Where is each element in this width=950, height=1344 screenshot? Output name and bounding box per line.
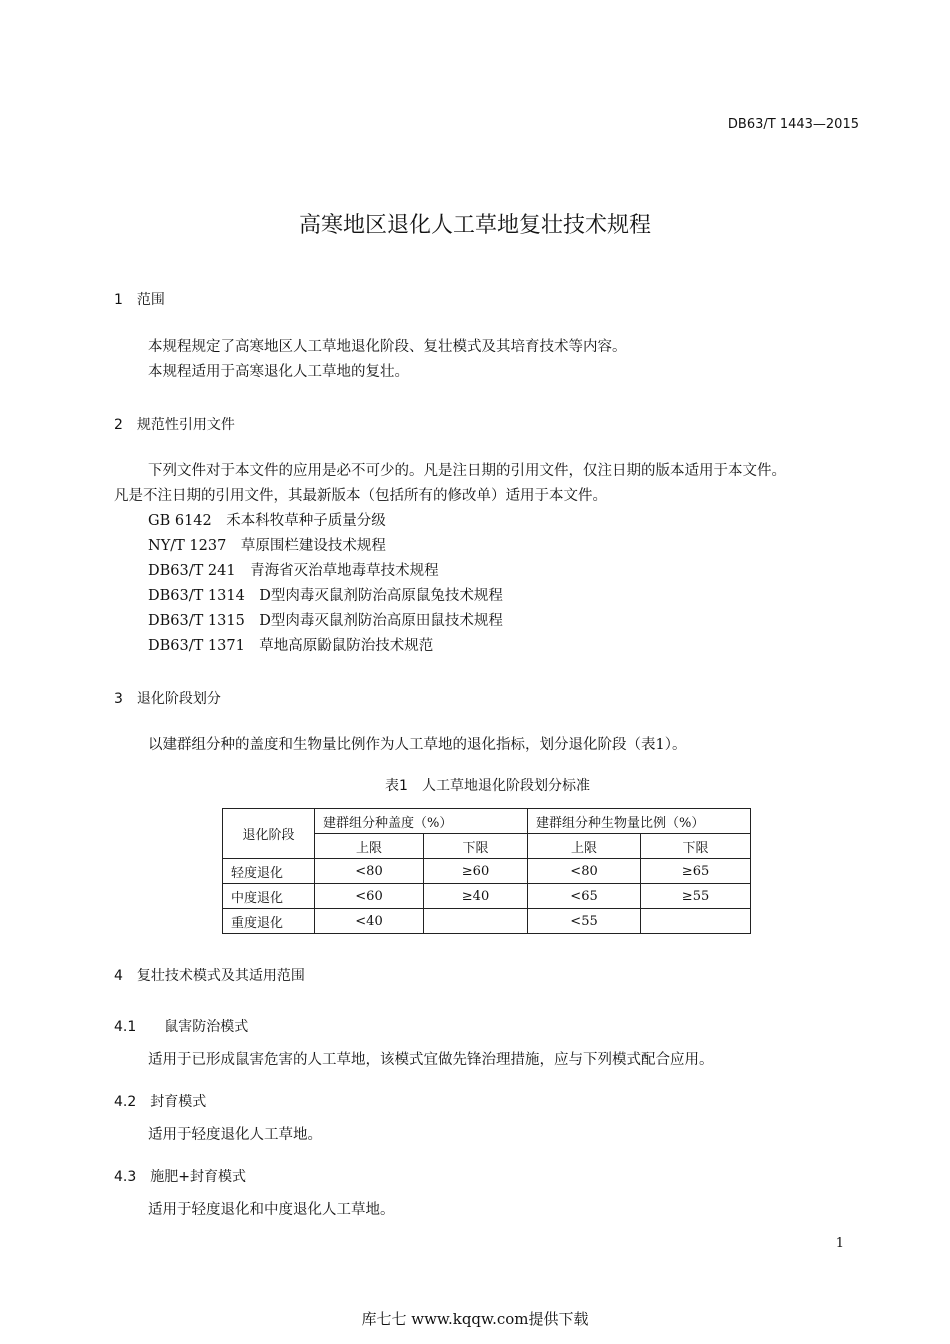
subsection-4-2-heading: 4.2 封育模式 [114,1094,207,1110]
table-row [223,884,751,909]
document-title: 高寒地区退化人工草地复壮技术规程 [298,213,651,238]
header-upper: 上限 [528,834,641,859]
subsection-4-1-heading: 4.1 鼠害防治模式 [114,1019,249,1035]
section-1-paragraph-2: 本规程适用于高寒退化人工草地的复壮。 [148,364,409,380]
page-number: 1 [835,1236,844,1251]
section-3-heading: 3 退化阶段划分 [114,691,221,707]
section-2-heading: 2 规范性引用文件 [114,417,235,433]
subsection-4-3-text: 适用于轻度退化和中度退化人工草地。 [148,1202,395,1218]
cover-upper-cell: <40 [315,909,424,934]
reference-item: GB 6142 禾本科牧草种子质量分级 [148,513,386,529]
header-upper: 上限 [315,834,424,859]
header-biomass: 建群组分种生物量比例（%） [528,809,751,834]
cover-lower-cell: ≥40 [424,884,528,909]
biomass-lower-cell: ≥65 [641,859,751,884]
standard-number: DB63/T 1443—2015 [727,117,859,132]
table-row [223,859,751,884]
biomass-upper-cell: <65 [528,884,641,909]
biomass-lower-cell [641,909,751,934]
biomass-upper-cell: <55 [528,909,641,934]
cover-upper-cell: <60 [315,884,424,909]
section-4-heading: 4 复壮技术模式及其适用范围 [114,968,305,984]
section-2-paragraph-line-1: 下列文件对于本文件的应用是必不可少的。凡是注日期的引用文件，仅注日期的版本适用于本文件。 [148,463,786,479]
subsection-4-1-text: 适用于已形成鼠害危害的人工草地，该模式宜做先锋治理措施，应与下列模式配合应用。 [148,1052,714,1068]
table-header-row [223,809,751,834]
biomass-lower-cell: ≥55 [641,884,751,909]
cover-upper-cell: <80 [315,859,424,884]
section-1-paragraph-1: 本规程规定了高寒地区人工草地退化阶段、复壮模式及其培育技术等内容。 [148,339,627,355]
section-1-heading: 1 范围 [114,292,165,308]
stage-cell: 中度退化 [223,884,315,909]
stage-cell: 重度退化 [223,909,315,934]
reference-item: DB63/T 1371 草地高原鼢鼠防治技术规范 [148,638,434,654]
header-stage: 退化阶段 [223,809,315,859]
stage-cell: 轻度退化 [223,859,315,884]
header-cover: 建群组分种盖度（%） [315,809,528,834]
degradation-stage-table [222,808,751,934]
reference-item: DB63/T 1315 D型肉毒灭鼠剂防治高原田鼠技术规程 [148,613,503,629]
cover-lower-cell: ≥60 [424,859,528,884]
header-lower: 下限 [641,834,751,859]
section-3-paragraph: 以建群组分种的盖度和生物量比例作为人工草地的退化指标，划分退化阶段（表1）。 [148,737,687,753]
reference-item: DB63/T 241 青海省灭治草地毒草技术规程 [148,563,439,579]
table-caption: 表1 人工草地退化阶段划分标准 [385,778,590,794]
section-2-paragraph-line-2: 凡是不注日期的引用文件，其最新版本（包括所有的修改单）适用于本文件。 [114,488,607,504]
table-row [223,909,751,934]
header-lower: 下限 [424,834,528,859]
subsection-4-2-text: 适用于轻度退化人工草地。 [148,1127,322,1143]
reference-item: NY/T 1237 草原围栏建设技术规程 [148,538,386,554]
cover-lower-cell [424,909,528,934]
footer-watermark: 库七七 www.kqqw.com提供下载 [361,1310,589,1328]
biomass-upper-cell: <80 [528,859,641,884]
reference-item: DB63/T 1314 D型肉毒灭鼠剂防治高原鼠兔技术规程 [148,588,503,604]
subsection-4-3-heading: 4.3 施肥+封育模式 [114,1169,246,1185]
